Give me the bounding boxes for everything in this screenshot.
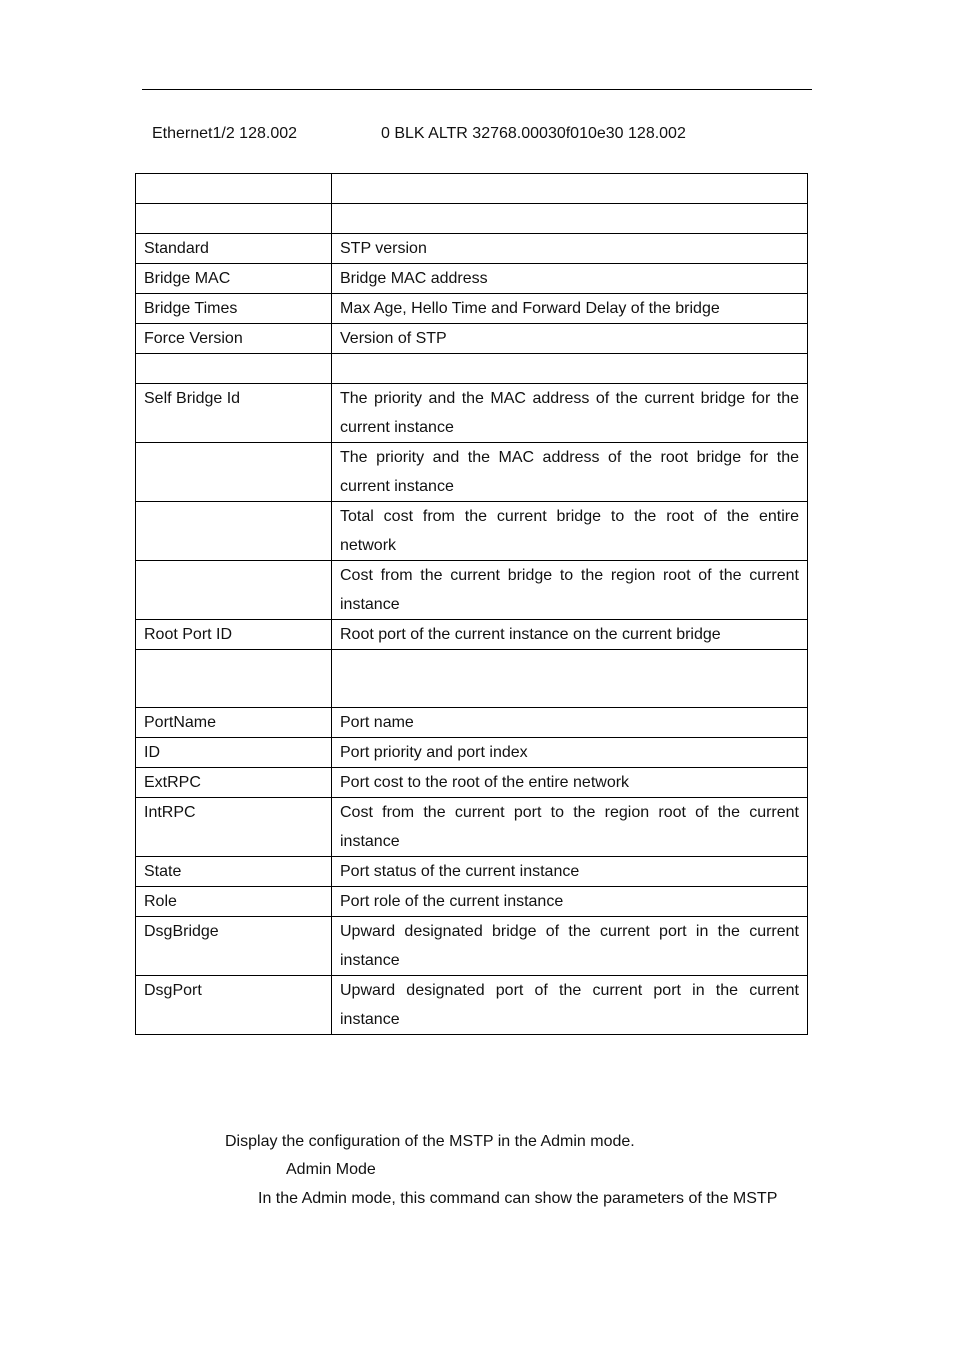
param-desc: STP version xyxy=(332,234,808,264)
param-desc: Root port of the current instance on the current bridge xyxy=(332,620,808,650)
param-desc: Bridge MAC address xyxy=(332,264,808,294)
table-row xyxy=(136,384,808,443)
param-desc: Cost from the current bridge to the region root of the current instance xyxy=(332,561,808,620)
param-desc xyxy=(332,354,808,384)
command-usage-text: In the Admin mode, this command can show the parameters of the MSTP xyxy=(258,1190,778,1207)
table-row xyxy=(136,234,808,264)
command-function-text: Display the configuration of the MSTP in the Admin mode. xyxy=(225,1133,635,1150)
command-output-line xyxy=(152,125,686,179)
param-name: IntRPC xyxy=(136,798,332,857)
table-row xyxy=(136,798,808,857)
param-desc: Upward designated port of the current port in the current instance xyxy=(332,976,808,1035)
table-row xyxy=(136,857,808,887)
output-port-status: 0 BLK ALTR 32768.00030f010e30 128.002 xyxy=(381,125,686,142)
output-port-info: Ethernet1/2 128.002 xyxy=(152,125,298,142)
param-desc xyxy=(332,174,808,204)
param-name: State xyxy=(136,857,332,887)
param-name: ID xyxy=(136,738,332,768)
param-desc: Version of STP xyxy=(332,324,808,354)
table-row xyxy=(136,354,808,384)
table-row xyxy=(136,976,808,1035)
table-row xyxy=(136,650,808,708)
param-name: DsgPort xyxy=(136,976,332,1035)
param-name: Root Port ID xyxy=(136,620,332,650)
table-row xyxy=(136,264,808,294)
param-name: Self Bridge Id xyxy=(136,384,332,443)
table-row xyxy=(136,502,808,561)
table-row xyxy=(136,708,808,738)
param-name: Role xyxy=(136,887,332,917)
table-row xyxy=(136,204,808,234)
param-desc: Upward designated bridge of the current port in the current instance xyxy=(332,917,808,976)
table-row xyxy=(136,324,808,354)
param-desc: Max Age, Hello Time and Forward Delay of the bridge xyxy=(332,294,808,324)
param-name: Bridge Times xyxy=(136,294,332,324)
param-name: PortName xyxy=(136,708,332,738)
param-desc: Port cost to the root of the entire network xyxy=(332,768,808,798)
param-desc: Port status of the current instance xyxy=(332,857,808,887)
param-desc: The priority and the MAC address of the current bridge for the current instance xyxy=(332,384,808,443)
table-row xyxy=(136,443,808,502)
parameter-table xyxy=(135,173,822,1035)
param-desc: The priority and the MAC address of the root bridge for the current instance xyxy=(332,443,808,502)
param-desc: Port role of the current instance xyxy=(332,887,808,917)
param-name xyxy=(136,502,332,561)
param-name: Standard xyxy=(136,234,332,264)
table-row xyxy=(136,917,808,976)
param-name xyxy=(136,174,332,204)
table-row xyxy=(136,738,808,768)
param-name xyxy=(136,204,332,234)
param-desc xyxy=(332,204,808,234)
table-row xyxy=(136,294,808,324)
table-row xyxy=(136,768,808,798)
param-name: DsgBridge xyxy=(136,917,332,976)
param-desc: Port name xyxy=(332,708,808,738)
param-name: Bridge MAC xyxy=(136,264,332,294)
table-row xyxy=(136,561,808,620)
table-row xyxy=(136,620,808,650)
param-name xyxy=(136,443,332,502)
param-name xyxy=(136,354,332,384)
param-name: Force Version xyxy=(136,324,332,354)
command-mode-text: Admin Mode xyxy=(286,1161,376,1178)
param-name xyxy=(136,561,332,620)
table-row xyxy=(136,887,808,917)
param-desc: Total cost from the current bridge to the root of the entire network xyxy=(332,502,808,561)
param-desc: Cost from the current port to the region root of the current instance xyxy=(332,798,808,857)
header-rule xyxy=(142,89,812,90)
param-desc xyxy=(332,650,808,708)
param-name: ExtRPC xyxy=(136,768,332,798)
param-desc: Port priority and port index xyxy=(332,738,808,768)
table-row xyxy=(136,174,808,204)
param-name xyxy=(136,650,332,708)
